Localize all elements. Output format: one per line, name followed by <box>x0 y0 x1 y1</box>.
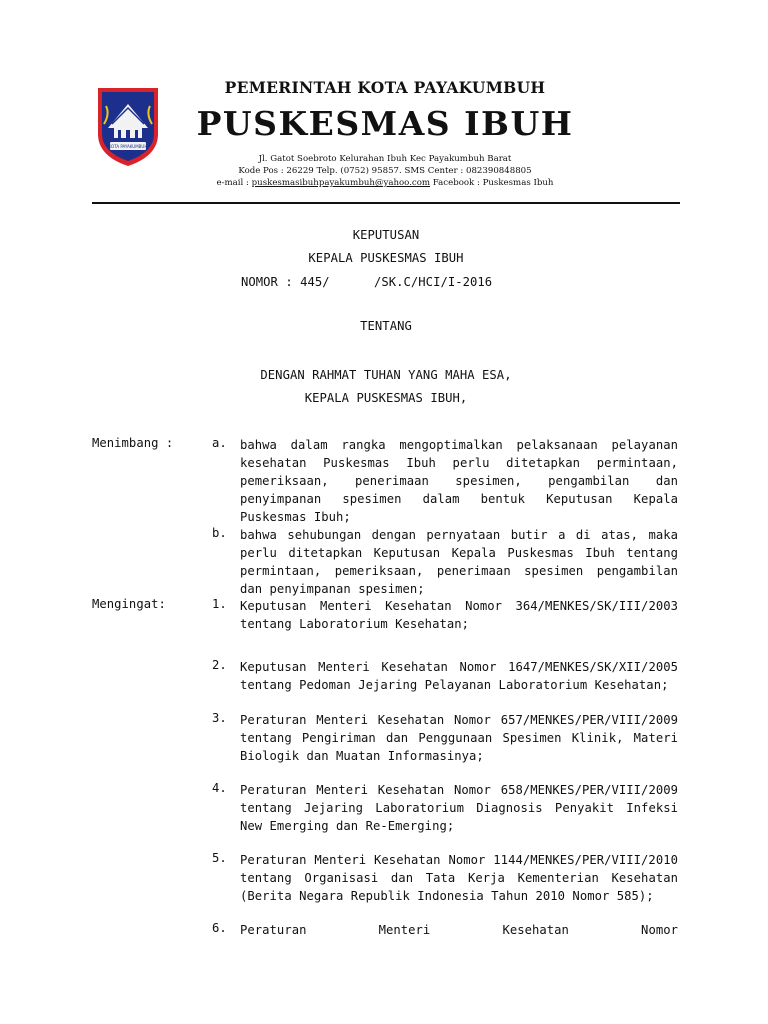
mengingat-item-5: Peraturan Menteri Kesehatan Nomor 1144/MENKES/PER/VIII/2010 tentang Organisasi dan Tata Kerja Kementerian Kesehatan (Berita Negara Republik Indonesia Tahun 2010 Nomor 585); <box>240 853 678 903</box>
menimbang-item-b: bahwa sehubungan dengan pernyataan butir a di atas, maka perlu ditetapkan Keputusan Kepala Puskesmas Ibuh tentang permintaan, pemeriksaan, penerimaan spesimen pengambilan dan penyimpanan spesimen; <box>240 528 678 596</box>
email-link[interactable]: puskesmasibuhpayakumbuh@yahoo.com <box>251 178 431 188</box>
email-prefix: e-mail : <box>216 178 249 188</box>
logo-text: KOTA PAYAKUMBUH <box>108 144 148 149</box>
item-marker: 3. <box>212 711 227 725</box>
document-title: KEPUTUSAN <box>352 228 420 242</box>
item-marker: 5. <box>212 851 227 865</box>
letterhead-divider <box>92 202 680 204</box>
mengingat-item-4: Peraturan Menteri Kesehatan Nomor 658/MENKES/PER/VIII/2009 tentang Jejaring Laboratorium Diagnosis Penyakit Infeksi New Emerging dan Re-Emerging; <box>240 783 678 833</box>
menimbang-item-a: bahwa dalam rangka mengoptimalkan pelaksanaan pelayanan kesehatan Puskesmas Ibuh perlu ditetapkan permintaan, pemeriksaan, penerimaan spesimen, pengambilan dan penyimpanan spesimen dalam bentuk Keputusan Kepala Puskesmas Ibuh; <box>240 438 678 524</box>
document-number: NOMOR : 445/ /SK.C/HCI/I-2016 <box>241 275 493 289</box>
organization-name: PUSKESMAS IBUH <box>196 104 574 143</box>
item-marker: b. <box>212 526 227 540</box>
mengingat-label: Mengingat: <box>92 597 166 611</box>
item-marker: 4. <box>212 781 227 795</box>
preamble-line-2: KEPALA PUSKESMAS IBUH, <box>304 391 468 405</box>
contact-line: Kode Pos : 26229 Telp. (0752) 95857. SMS Center : 082390848805 <box>238 166 532 176</box>
preamble-line-1: DENGAN RAHMAT TUHAN YANG MAHA ESA, <box>260 368 512 382</box>
mengingat-item-1: Keputusan Menteri Kesehatan Nomor 364/MENKES/SK/III/2003 tentang Laboratorium Kesehatan; <box>240 599 678 631</box>
mengingat-item-3: Peraturan Menteri Kesehatan Nomor 657/MENKES/PER/VIII/2009 tentang Pengiriman dan Penggunaan Spesimen Klinik, Materi Biologik dan Muatan Informasinya; <box>240 713 678 763</box>
mengingat-item-2: Keputusan Menteri Kesehatan Nomor 1647/MENKES/SK/XII/2005 tentang Pedoman Jejaring Pelayanan Laboratorium Kesehatan; <box>240 660 678 692</box>
mengingat-item-6: Peraturan Menteri Kesehatan Nomor <box>240 923 678 937</box>
online-contact-line <box>150 177 620 189</box>
document-subtitle: KEPALA PUSKESMAS IBUH <box>308 251 464 265</box>
item-marker: 1. <box>212 597 227 611</box>
address-line: Jl. Gatot Soebroto Kelurahan Ibuh Kec Payakumbuh Barat <box>258 154 512 164</box>
tentang-heading: TENTANG <box>360 319 412 333</box>
item-marker: 6. <box>212 921 227 935</box>
menimbang-label: Menimbang : <box>92 436 174 450</box>
item-marker: 2. <box>212 658 227 672</box>
facebook-text: Facebook : Puskesmas Ibuh <box>432 178 554 188</box>
item-marker: a. <box>212 436 227 450</box>
government-name: PEMERINTAH KOTA PAYAKUMBUH <box>224 78 546 97</box>
